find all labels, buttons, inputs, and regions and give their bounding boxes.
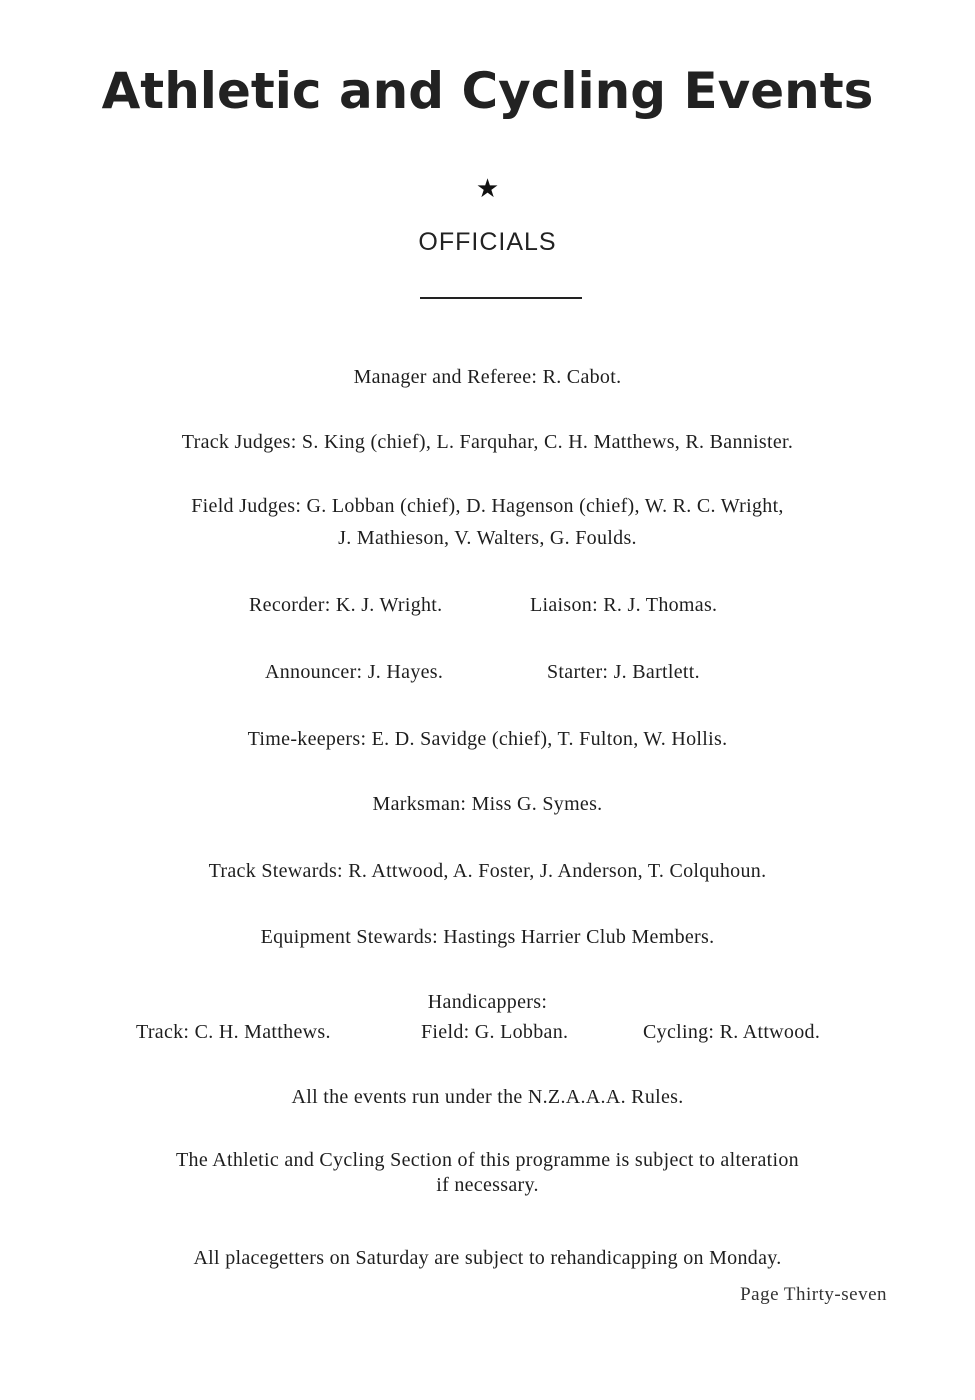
alteration-note-line-2: if necessary. xyxy=(436,1174,539,1196)
handicapper-track: Track: C. H. Matthews. xyxy=(136,1021,331,1043)
manager-referee-line: Manager and Referee: R. Cabot. xyxy=(353,366,622,388)
handicapper-cycling: Cycling: R. Attwood. xyxy=(643,1021,821,1043)
handicappers-heading: Handicappers: xyxy=(427,991,548,1013)
liaison-line: Liaison: R. J. Thomas. xyxy=(530,594,718,616)
recorder-line: Recorder: K. J. Wright. xyxy=(249,594,443,616)
rehandicapping-note: All placegetters on Saturday are subject to rehandicapping on Monday. xyxy=(193,1247,782,1269)
field-judges-line-2: J. Mathieson, V. Walters, G. Foulds. xyxy=(338,527,637,549)
alteration-note-line-1: The Athletic and Cycling Section of this programme is subject to alteration xyxy=(176,1149,799,1171)
equipment-stewards-line: Equipment Stewards: Hastings Harrier Club Members. xyxy=(260,926,715,948)
time-keepers-line: Time-keepers: E. D. Savidge (chief), T. Fulton, W. Hollis. xyxy=(247,728,728,750)
track-judges-line: Track Judges: S. King (chief), L. Farquhar, C. H. Matthews, R. Bannister. xyxy=(181,431,794,453)
field-judges-line-1: Field Judges: G. Lobban (chief), D. Hagenson (chief), W. R. C. Wright, xyxy=(191,495,784,517)
officials-heading: OFFICIALS xyxy=(418,228,557,256)
page-number: Page Thirty-seven xyxy=(740,1284,887,1305)
rules-note: All the events run under the N.Z.A.A.A. Rules. xyxy=(291,1086,684,1108)
star-icon: ★ xyxy=(475,174,500,204)
track-stewards-line: Track Stewards: R. Attwood, A. Foster, J. Anderson, T. Colquhoun. xyxy=(208,860,767,882)
handicapper-field: Field: G. Lobban. xyxy=(421,1021,569,1043)
announcer-line: Announcer: J. Hayes. xyxy=(265,661,444,683)
heading-underline xyxy=(420,297,582,299)
page-title: Athletic and Cycling Events xyxy=(101,62,874,120)
starter-line: Starter: J. Bartlett. xyxy=(547,661,700,683)
marksman-line: Marksman: Miss G. Symes. xyxy=(372,793,603,815)
